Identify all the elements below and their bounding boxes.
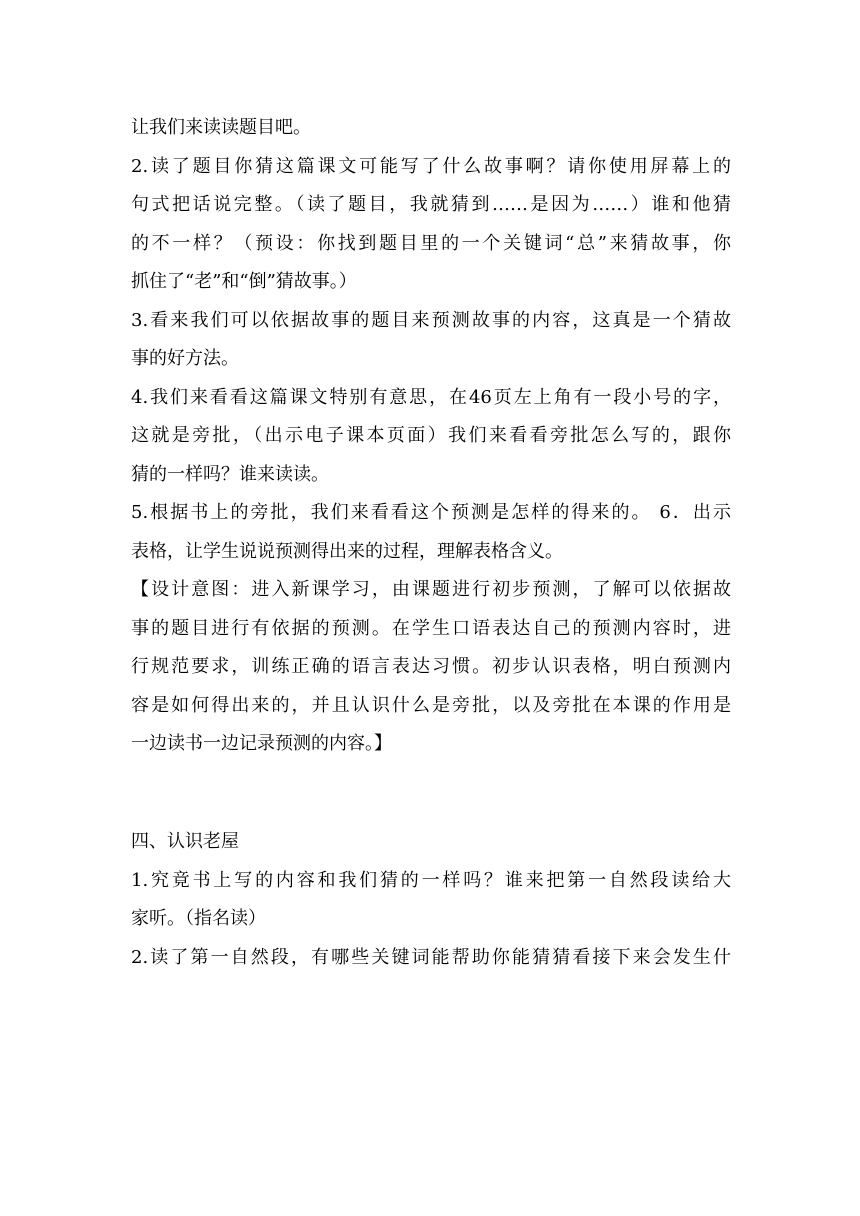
document-body [131, 109, 731, 977]
text-line: 句式把话说完整。（读了题目，我就猜到……是因为……）谁和他猜 [131, 194, 731, 215]
text-line: 2.读了题目你猜这篇课文可能写了什么故事啊？请你使用屏幕上的 [131, 155, 731, 177]
design-intent-line: 容是如何得出来的，并且认识什么是旁批，以及旁批在本课的作用是 [131, 694, 731, 716]
text-line: 4.我们来看看这篇课文特别有意思，在46页左上角有一段小号的字， [131, 386, 731, 408]
text-line: 5.根据书上的旁批，我们来看看这个预测是怎样的得来的。 6．出示 [131, 502, 731, 523]
design-intent-line: 【设计意图：进入新课学习，由课题进行初步预测，了解可以依据故 [131, 579, 731, 600]
section-gap [131, 802, 731, 823]
design-intent-line: 一边读书一边记录预测的内容。】 [131, 733, 392, 754]
text-line: 猜的一样吗？谁来读读。 [131, 463, 329, 485]
text-line: 家听。（指名读） [131, 908, 266, 929]
section-heading: 四、认识老屋 [131, 831, 239, 852]
text-line: 3.看来我们可以依据故事的题目来预测故事的内容，这真是一个猜故 [131, 309, 731, 331]
blank-line [131, 764, 731, 803]
text-line: 2.读了第一自然段，有哪些关键词能帮助你能猜猜看接下来会发生什 [131, 946, 731, 968]
text-line: 这就是旁批，（出示电子课本页面）我们来看看旁批怎么写的，跟你 [131, 425, 731, 446]
text-line: 1.究竟书上写的内容和我们猜的一样吗？谁来把第一自然段读给大 [131, 869, 731, 891]
text-line: 的不一样？（预设：你找到题目里的一个关键词“总”来猜故事，你 [131, 232, 731, 254]
text-line: 事的好方法。 [131, 348, 239, 369]
text-line: 让我们来读读题目吧。 [131, 117, 311, 138]
design-intent-line: 行规范要求，训练正确的语言表达习惯。初步认识表格，明白预测内 [131, 656, 731, 677]
design-intent-line: 事的题目进行有依据的预测。在学生口语表达自己的预测内容时，进 [131, 617, 731, 639]
text-line: 抓住了“老”和“倒”猜故事。） [131, 271, 357, 292]
text-line: 表格，让学生说说预测得出来的过程，理解表格含义。 [131, 540, 563, 562]
